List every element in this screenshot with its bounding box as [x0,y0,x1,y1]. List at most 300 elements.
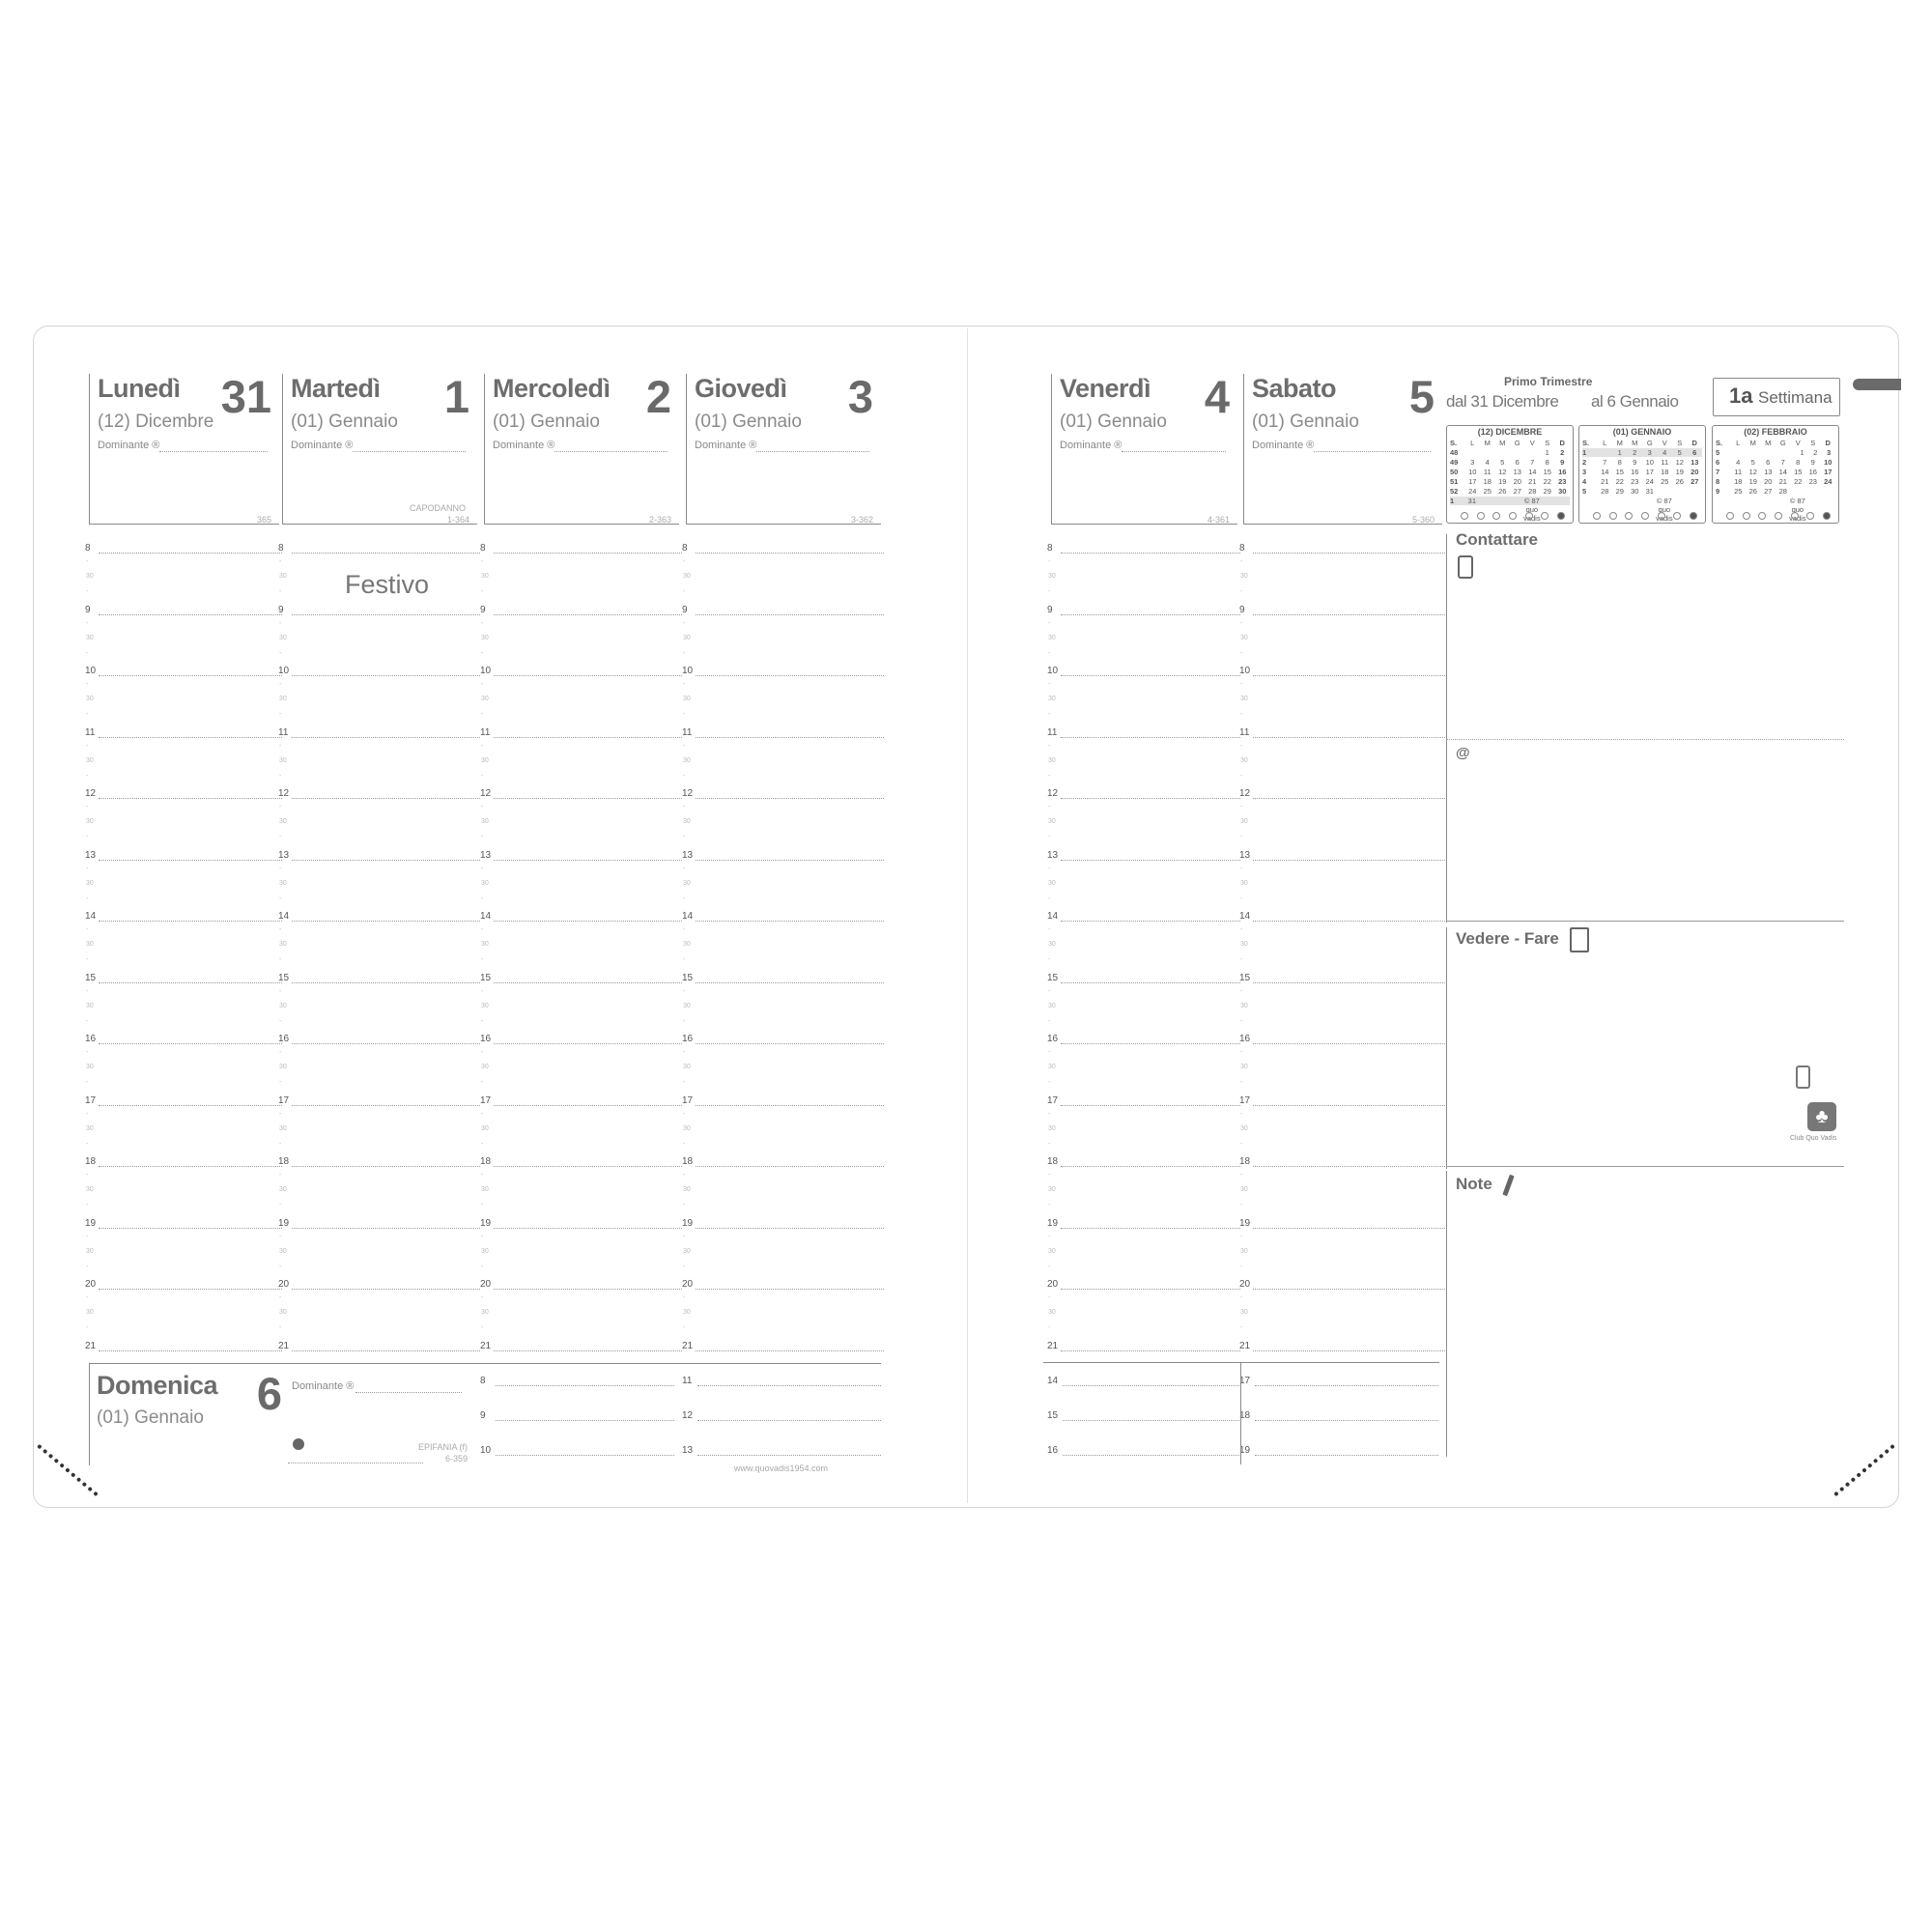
hour-label: 14 [480,911,492,922]
half-hour-mark: 30 [1240,573,1248,580]
hour-line [494,553,682,554]
half-hour-mark: - [1240,1172,1243,1179]
half-hour-mark: 30 [683,1124,691,1132]
hour-line [1253,614,1445,615]
half-hour-mark: - [481,619,484,627]
half-hour-mark: - [1048,1140,1051,1148]
half-hour-mark: 30 [279,818,287,825]
half-hour-mark: - [86,681,89,688]
half-hour-mark: - [683,804,686,810]
hour-label: 10 [278,666,290,676]
half-hour-mark: 30 [481,1064,489,1070]
mini-calendar-row: 1 31 © 87 quo vadis [1450,497,1570,505]
half-hour-mark: - [86,804,89,810]
hour-label: 13 [682,849,694,861]
dominante-line [1122,451,1226,452]
weekday-circle [1609,512,1617,520]
hour-line [696,982,884,983]
half-hour-mark: - [683,987,686,995]
mini-calendar-row: 3 14 15 16 17 18 19 20 [1582,468,1699,476]
phone-icon [1458,555,1473,579]
half-hour-mark: - [86,895,89,902]
half-hour-mark: - [1048,1202,1051,1208]
weekday-circles [1722,512,1834,521]
dominante-line [159,451,268,452]
day-number: 4 [1204,371,1230,422]
half-hour-mark: - [279,681,282,688]
half-hour-mark: 30 [279,1064,287,1070]
half-hour-mark: - [1048,804,1051,810]
hour-line [1061,737,1240,738]
day-header-4 [1051,371,1237,525]
hour-label: 12 [480,788,492,799]
hour-grid-3 [682,543,886,1354]
hour-label: 10 [480,666,492,676]
weekday-circle [1658,512,1665,520]
weekday-circle [1477,512,1485,520]
hour-line [1253,1043,1445,1044]
hour-line [696,737,884,738]
extra-hour-label: 12 [682,1410,694,1421]
hour-line [99,1228,282,1229]
hour-line [494,737,682,738]
weekday-circle [1525,512,1533,520]
half-hour-mark: - [481,649,484,657]
hour-line [1061,860,1240,861]
day-number: 31 [220,371,271,422]
half-hour-mark: 30 [1240,818,1248,825]
hour-label: 20 [1047,1279,1059,1290]
hour-line [99,798,282,799]
half-hour-mark: - [1240,742,1243,750]
sunday-dominante: Dominante ® [292,1380,355,1392]
half-hour-mark: 30 [683,879,691,887]
hour-label: 19 [1239,1217,1251,1229]
hour-line [494,982,682,983]
mini-calendar-title: (02) FEBBRAIO [1744,427,1807,437]
half-hour-mark: 30 [1240,756,1248,764]
half-hour-mark: 30 [86,756,94,764]
half-hour-mark: - [86,558,89,565]
hour-line [1253,1105,1445,1106]
vedere-section [1446,927,1844,1169]
hour-line [696,553,884,554]
hour-line [1253,553,1445,554]
mini-calendar-row: 6 4 5 6 7 8 9 10 [1716,458,1833,467]
day-header-2 [484,371,679,525]
half-hour-mark: - [86,1049,89,1056]
hour-line [292,1166,480,1167]
half-hour-mark: - [481,558,484,565]
half-hour-mark: - [1048,1079,1051,1086]
hour-grid-0 [85,543,284,1354]
day-name: Giovedì [695,374,787,403]
hour-label: 11 [1047,726,1058,738]
hour-line [1061,1105,1240,1106]
hour-line [696,921,884,922]
half-hour-mark: - [86,1202,89,1208]
hour-line [494,1289,682,1290]
half-hour-mark: - [481,1294,484,1301]
bookmark-tab [1853,379,1901,390]
half-hour-mark: - [683,681,686,688]
half-hour-mark: 30 [481,573,489,580]
half-hour-mark: - [683,926,686,933]
club-logo: ♣ [1807,1102,1836,1131]
hour-label: 8 [1239,543,1245,554]
extra-hour-label: 19 [1239,1445,1251,1456]
half-hour-mark: 30 [481,818,489,825]
half-hour-mark: - [86,1263,89,1270]
half-hour-mark: - [683,742,686,750]
half-hour-mark: - [481,742,484,750]
half-hour-mark: - [683,1110,686,1118]
half-hour-mark: - [86,619,89,627]
trimester-from: dal 31 Dicembre [1446,392,1559,411]
half-hour-mark: - [1240,619,1243,627]
half-hour-mark: - [279,987,282,995]
hour-line [99,1289,282,1290]
hour-label: 19 [85,1217,97,1229]
weekday-circle [1625,512,1633,520]
hour-line [1253,982,1445,983]
hour-line [1061,921,1240,922]
hour-label: 18 [1239,1156,1251,1167]
half-hour-mark: - [1048,588,1051,595]
sunday-block [89,1363,891,1465]
half-hour-mark: - [279,804,282,810]
half-hour-mark: - [683,558,686,565]
half-hour-mark: 30 [1240,1247,1248,1255]
mini-calendar-row: 7 11 12 13 14 15 16 17 [1716,468,1833,476]
hour-label: 12 [682,788,694,799]
weekday-circle [1726,512,1734,520]
half-hour-mark: - [683,895,686,902]
hour-line [1253,1350,1445,1351]
mini-calendar-row: 49 3 4 5 6 7 8 9 [1450,458,1565,467]
half-hour-mark: 30 [1048,1309,1056,1316]
half-hour-mark: - [1048,558,1051,565]
hour-line [696,1350,884,1351]
half-hour-mark: 30 [86,634,94,641]
festivo-label: Festivo [345,570,430,599]
hour-label: 20 [278,1279,290,1290]
half-hour-mark: - [481,987,484,995]
hour-label: 11 [480,726,491,738]
half-hour-mark: 30 [279,573,287,580]
half-hour-mark: - [1048,1263,1051,1270]
half-hour-mark: 30 [279,756,287,764]
dominante-line [353,451,466,452]
weekday-circle [1743,512,1750,520]
half-hour-mark: - [279,1110,282,1118]
hour-label: 13 [480,849,492,861]
half-hour-mark: 30 [86,573,94,580]
hour-label: 17 [1239,1094,1251,1106]
half-hour-mark: - [1048,926,1051,933]
mini-calendar-header: S. L M M G V S D [1450,439,1565,447]
dominante-label: Dominante ® [98,440,160,451]
half-hour-mark: - [279,1049,282,1056]
half-hour-mark: 30 [1048,573,1056,580]
half-hour-mark: - [86,711,89,718]
half-hour-mark: - [1240,926,1243,933]
website: www.quovadis1954.com [734,1463,829,1473]
half-hour-mark: 30 [481,756,489,764]
half-hour-mark: - [86,1110,89,1118]
hour-label: 12 [1047,788,1059,799]
half-hour-mark: - [279,1263,282,1270]
half-hour-mark: - [279,865,282,872]
weekday-circle [1492,512,1500,520]
half-hour-mark: 30 [1048,1064,1056,1070]
half-hour-mark: - [683,649,686,657]
hour-line [1061,1228,1240,1229]
hour-line [292,1350,480,1351]
day-count: 1-364 [446,515,469,525]
half-hour-mark: - [1240,1110,1243,1118]
hour-label: 15 [682,972,694,983]
half-hour-mark: - [279,619,282,627]
half-hour-mark: 30 [481,879,489,887]
half-hour-mark: - [86,772,89,780]
sunday-dot [293,1438,304,1450]
weekday-circles [1589,512,1701,521]
half-hour-mark: - [86,649,89,657]
half-hour-mark: - [1048,649,1051,657]
hour-line [99,737,282,738]
weekday-circle [1557,512,1565,520]
extra-hour-label: 8 [480,1376,486,1386]
half-hour-mark: - [1240,1049,1243,1056]
half-hour-mark: - [481,895,484,902]
half-hour-mark: - [481,772,484,780]
half-hour-mark: - [481,1202,484,1208]
half-hour-mark: - [279,895,282,902]
extra-hour-label: 13 [682,1445,694,1456]
dominante-line [554,451,668,452]
half-hour-mark: - [481,1079,484,1086]
half-hour-mark: - [1240,558,1243,565]
day-month: (01) Gennaio [493,412,600,432]
weekday-circle [1673,512,1681,520]
half-hour-mark: 30 [1240,1002,1248,1009]
hour-line [292,982,480,983]
half-hour-mark: - [86,742,89,750]
hour-label: 15 [85,972,97,983]
half-hour-mark: 30 [481,1247,489,1255]
hour-line [494,1350,682,1351]
extra-hour-label: 11 [682,1376,693,1386]
mini-calendar-row: © 87 quo vadis [1789,497,1806,523]
weekday-circle [1690,512,1697,520]
hour-line [1253,1228,1445,1229]
day-header-3 [686,371,881,525]
hour-line [99,614,282,615]
hour-label: 16 [1047,1034,1059,1044]
sunday-number: 6 [256,1368,282,1419]
half-hour-mark: - [683,865,686,872]
hour-line [292,1228,480,1229]
dominante-label: Dominante ® [1060,440,1122,451]
half-hour-mark: - [86,1172,89,1179]
hour-label: 10 [682,666,694,676]
half-hour-mark: 30 [683,696,691,702]
half-hour-mark: - [86,926,89,933]
half-hour-mark: 30 [1048,756,1056,764]
half-hour-mark: - [279,1172,282,1179]
half-hour-mark: - [279,649,282,657]
half-hour-mark: - [481,1110,484,1118]
day-number: 3 [847,371,873,422]
half-hour-mark: 30 [279,696,287,702]
hour-line [292,1105,480,1106]
half-hour-mark: 30 [86,1186,94,1193]
hour-line [99,1043,282,1044]
half-hour-mark: 30 [1240,941,1248,948]
half-hour-mark: 30 [481,941,489,948]
day-month: (01) Gennaio [291,412,398,432]
half-hour-mark: 30 [279,1002,287,1009]
half-hour-mark: - [683,1140,686,1148]
half-hour-mark: 30 [1048,696,1056,702]
half-hour-mark: - [1048,834,1051,840]
hour-label: 10 [1047,666,1059,676]
weekday-circles [1457,512,1569,521]
hour-label: 17 [1047,1094,1059,1106]
half-hour-mark: - [1048,772,1051,780]
dominante-label: Dominante ® [1252,440,1315,451]
half-hour-mark: - [1240,1324,1243,1331]
half-hour-mark: - [86,1294,89,1301]
hour-label: 21 [682,1340,694,1351]
hour-label: 14 [1047,911,1059,922]
day-name: Sabato [1252,374,1337,403]
half-hour-mark: - [481,1017,484,1025]
half-hour-mark: - [279,834,282,840]
weekday-circle [1461,512,1468,520]
half-hour-mark: - [683,619,686,627]
extra-hour-label: 15 [1047,1410,1059,1421]
club-label: Club Quo Vadis [1790,1135,1837,1142]
half-hour-mark: - [1240,1263,1243,1270]
hour-label: 14 [682,911,694,922]
hour-line [696,1105,884,1106]
day-month: (01) Gennaio [1252,412,1359,432]
half-hour-mark: - [683,1233,686,1240]
hour-label: 16 [1239,1034,1251,1044]
hour-label: 20 [480,1279,492,1290]
half-hour-mark: - [1048,619,1051,627]
hour-label: 17 [682,1094,694,1106]
day-month: (01) Gennaio [695,412,802,432]
half-hour-mark: - [481,834,484,840]
day-count: 2-363 [648,515,671,525]
hour-label: 9 [1047,604,1053,615]
extra-hour-label: 9 [480,1410,486,1421]
dominante-label: Dominante ® [695,440,757,451]
half-hour-mark: 30 [1048,941,1056,948]
hour-label: 15 [1047,972,1059,983]
half-hour-mark: - [1240,588,1243,595]
half-hour-mark: - [1240,681,1243,688]
half-hour-mark: 30 [683,1064,691,1070]
half-hour-mark: - [683,1079,686,1086]
half-hour-mark: 30 [1240,1064,1248,1070]
half-hour-mark: - [1240,1017,1243,1025]
half-hour-mark: - [86,1324,89,1331]
half-hour-mark: - [86,1017,89,1025]
hour-line [696,798,884,799]
half-hour-mark: - [481,1049,484,1056]
day-header-1 [282,371,477,525]
half-hour-mark: 30 [86,941,94,948]
phone-icon-small [1796,1065,1810,1089]
hour-line [292,737,480,738]
hour-label: 11 [278,726,289,738]
half-hour-mark: - [683,711,686,718]
hour-line [292,1043,480,1044]
half-hour-mark: - [279,1140,282,1148]
hour-label: 9 [480,604,486,615]
pencil-icon [1502,1175,1514,1196]
hour-grid-2 [480,543,684,1354]
mini-calendar-row: 52 24 25 26 27 28 29 30 [1450,487,1567,496]
half-hour-mark: - [481,1140,484,1148]
hour-label: 16 [278,1034,290,1044]
weekday-circle [1758,512,1766,520]
mini-calendar-header: S. L M M G V S D [1582,439,1697,447]
half-hour-mark: 30 [279,1309,287,1316]
hour-line [292,614,480,615]
half-hour-mark: 30 [86,1002,94,1009]
hour-line [494,1166,682,1167]
hour-label: 20 [85,1279,97,1290]
extra-hour-label: 16 [1047,1445,1059,1456]
half-hour-mark: - [1048,1110,1051,1118]
hour-label: 19 [278,1217,290,1229]
weekday-circle [1509,512,1517,520]
mini-calendar-row: 4 21 22 23 24 25 26 27 [1582,477,1699,486]
day-number: 5 [1408,371,1435,422]
weekday-circle [1823,512,1831,520]
half-hour-mark: - [279,926,282,933]
email-at: @ [1456,745,1470,761]
half-hour-mark: - [481,926,484,933]
half-hour-mark: 30 [86,1124,94,1132]
half-hour-mark: - [1240,1202,1243,1208]
half-hour-mark: 30 [683,1247,691,1255]
hour-label: 18 [682,1156,694,1167]
half-hour-mark: 30 [481,634,489,641]
hour-label: 16 [85,1034,97,1044]
day-month: (12) Dicembre [98,412,214,432]
half-hour-mark: - [683,1202,686,1208]
hour-line [494,798,682,799]
half-hour-mark: - [683,1324,686,1331]
half-hour-mark: 30 [86,1064,94,1070]
hour-label: 13 [1239,849,1251,861]
half-hour-mark: 30 [683,1002,691,1009]
hour-line [292,675,480,676]
hour-line [696,1289,884,1290]
hour-label: 12 [1239,788,1251,799]
hour-line [1061,798,1240,799]
hour-line [696,614,884,615]
hour-line [494,1228,682,1229]
half-hour-mark: 30 [683,1186,691,1193]
hour-line [1061,1350,1240,1351]
